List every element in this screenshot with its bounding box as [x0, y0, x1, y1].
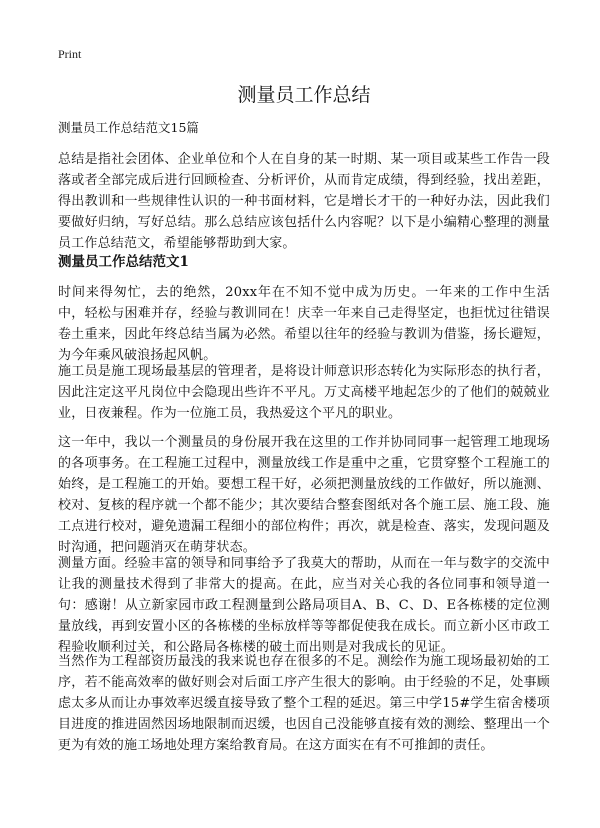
body-paragraph-2: 施工员是施工现场最基层的管理者，是将设计师意识形态转化为实际形态的执行者，因此注定这平凡岗位中会隐现出些许不平凡。万丈高楼平地起怎少的了他们的兢兢业业，日夜兼程。作为一位施工员，我热爱这个平凡的职业。: [58, 364, 550, 421]
body-paragraph-1: 时间来得匆忙，去的绝然，20xx年在不知不觉中成为历史。一年来的工作中生活中，轻松与困难并存，经验与教训同在！庆幸一年来自己走得坚定，也拒忧过往错误卷土重来，因此年终总结当属为必然。希望以往年的经验与教训为借鉴，扬长避短，为今年乘风破浪扬起风帆。: [58, 285, 550, 363]
body-paragraph-5: 当然作为工程部资历最浅的我来说也存在很多的不足。测绘作为施工现场最初始的工序，若不能高效率的做好则会对后面工序产生很大的影响。由于经验的不足，处事顾虑太多从而让办事效率迟缓直接导致了整个工程的延迟。第三中学15#学生宿舍楼项目进度的推进固然因场地限制而迟缓，也因自己没能够直接有效的测绘、整理出一个更为有效的施工场地处理方案给教育局。在这方面实在有不可推卸的责任。: [58, 654, 550, 753]
document-subtitle: 测量员工作总结范文15篇: [58, 120, 199, 135]
print-label: Print: [58, 47, 82, 61]
body-paragraph-4: 测量方面。经验丰富的领导和同事给予了我莫大的帮助，从而在一年与数字的交流中让我的测量技术得到了非常大的提高。在此，应当对关心我的各位同事和领导道一句：感谢！从立新家园市政工程测量到公路局项目A、B、C、D、E各栋楼的定位测量放线，再到安置小区的各栋楼的坐标放样等等都促使我在成长。而立新小区市政工程验收顺利过关，和公路局各栋楼的破土而出则是对我成长的见证。: [58, 556, 550, 655]
section-heading: 测量员工作总结范文1: [58, 254, 189, 270]
body-paragraph-3: 这一年中，我以一个测量员的身份展开我在这里的工作并协同同事一起管理工地现场的各项事务。在工程施工过程中，测量放线工作是重中之重，它贯穿整个工程施工的始终，是工程施工的开始。要想工程干好，必须把测量放线的工作做好，所以施测、校对、复核的程序就一个都不能少；其次要结合整套图纸对各个施工层、施工段、施工点进行校对，避免遗漏工程细小的部位构件；再次，就是检查、落实，发现问题及时沟通，把问题消灭在萌芽状态。: [58, 435, 550, 555]
intro-paragraph: 总结是指社会团体、企业单位和个人在自身的某一时期、某一项目或某些工作告一段落或者全部完成后进行回顾检查、分析评价，从而肯定成绩，得到经验，找出差距，得出教训和一些规律性认识的一种书面材料，它是增长才干的一种好办法，因此我们要做好归纳，写好总结。那么总结应该包括什么内容呢？以下是小编精心整理的测量员工作总结范文，希望能够帮助到大家。: [58, 152, 550, 251]
document-title: 测量员工作总结: [237, 84, 371, 106]
